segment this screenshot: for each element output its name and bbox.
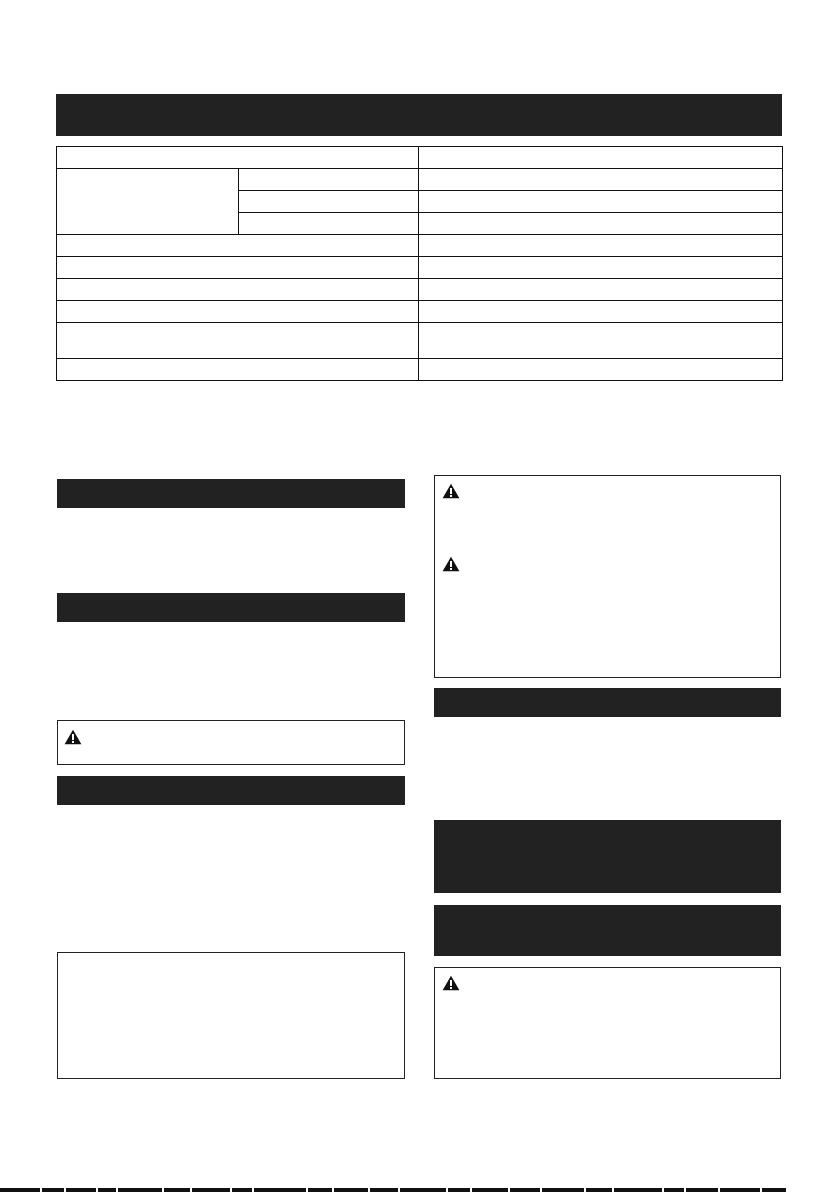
table-row — [57, 257, 783, 279]
warning-text — [459, 478, 794, 490]
spec-value — [419, 169, 783, 191]
warning-box — [434, 475, 781, 678]
table-row — [57, 323, 783, 359]
table-row — [57, 147, 783, 169]
specification-table — [56, 146, 783, 381]
note-text — [58, 953, 404, 965]
spec-value — [419, 301, 783, 323]
section-header — [57, 479, 405, 508]
table-row — [57, 235, 783, 257]
warning-triangle-icon — [442, 483, 460, 499]
table-row — [57, 279, 783, 301]
note-box — [57, 952, 405, 1079]
warning-triangle-icon — [442, 975, 460, 991]
spec-sublabel — [239, 213, 419, 235]
section-header — [434, 688, 781, 717]
spec-sublabel — [239, 169, 419, 191]
spec-label — [57, 279, 419, 301]
warning-triangle-icon — [64, 729, 82, 745]
spec-value — [419, 257, 783, 279]
section-header — [57, 593, 405, 622]
section-header-large — [434, 905, 781, 956]
spec-label — [57, 147, 419, 169]
table-row — [57, 359, 783, 381]
section-header-large — [434, 820, 781, 893]
section-body — [434, 724, 781, 812]
warning-box — [57, 720, 405, 765]
section-body — [57, 812, 405, 942]
spec-label — [57, 169, 239, 235]
warning-text — [58, 721, 404, 733]
warning-text — [459, 970, 794, 982]
main-title — [56, 94, 782, 118]
warning-text — [459, 551, 794, 563]
spec-value — [419, 213, 783, 235]
section-body — [57, 514, 405, 584]
page-bottom-strip — [0, 1188, 840, 1192]
spec-value — [419, 235, 783, 257]
warning-triangle-icon — [442, 556, 460, 572]
spec-label — [57, 301, 419, 323]
main-title-bar — [56, 94, 782, 136]
table-row — [57, 169, 783, 191]
spec-sublabel — [239, 191, 419, 213]
section-body — [57, 628, 405, 712]
spec-label — [57, 323, 419, 359]
spec-value — [419, 323, 783, 359]
spec-label — [57, 235, 419, 257]
spec-value — [419, 147, 783, 169]
warning-box — [434, 967, 781, 1079]
spec-value — [419, 279, 783, 301]
spec-label — [57, 257, 419, 279]
spec-value — [419, 359, 783, 381]
table-row — [57, 301, 783, 323]
section-header — [57, 776, 405, 805]
spec-label — [57, 359, 419, 381]
spec-value — [419, 191, 783, 213]
